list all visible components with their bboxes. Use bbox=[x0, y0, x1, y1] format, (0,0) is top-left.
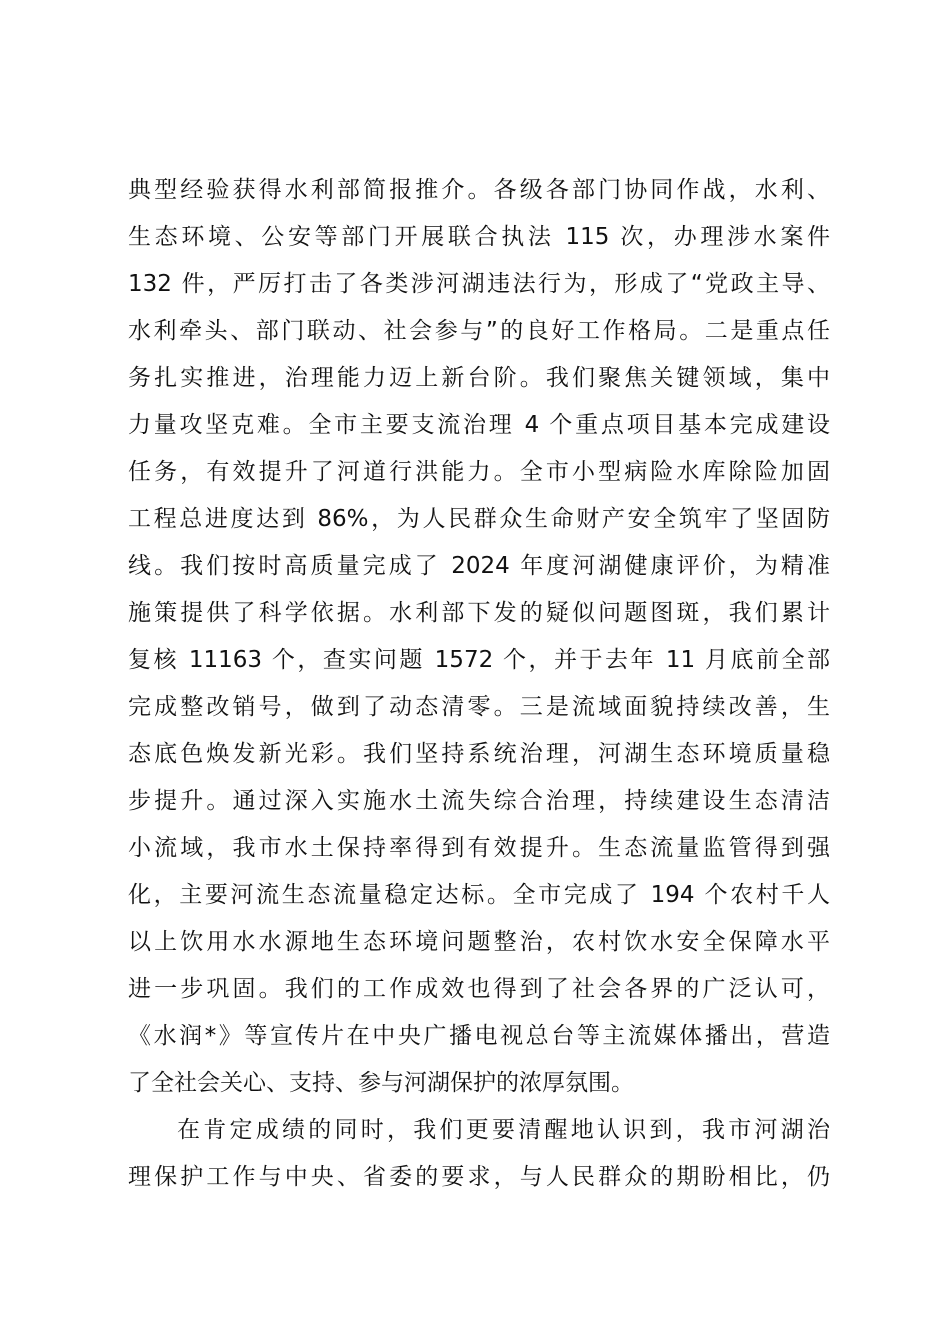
text-line: 《水润*》等宣传片在中央广播电视总台等主流媒体播出，营造 bbox=[128, 1023, 830, 1049]
text-line: 施策提供了科学依据。水利部下发的疑似问题图斑，我们累计 bbox=[128, 600, 830, 626]
body-text bbox=[128, 167, 830, 1201]
text-line: 小流域，我市水土保持率得到有效提升。生态流量监管得到强 bbox=[128, 835, 830, 861]
text-line: 理保护工作与中央、省委的要求，与人民群众的期盼相比，仍 bbox=[128, 1164, 830, 1190]
text-line: 在肯定成绩的同时，我们更要清醒地认识到，我市河湖治 bbox=[177, 1117, 830, 1143]
text-line: 化，主要河流生态流量稳定达标。全市完成了 194 个农村千人 bbox=[128, 882, 830, 908]
text-line: 以上饮用水水源地生态环境问题整治，农村饮水安全保障水平 bbox=[128, 929, 830, 955]
text-line: 132 件，严厉打击了各类涉河湖违法行为，形成了“党政主导、 bbox=[128, 271, 830, 297]
text-line: 态底色焕发新光彩。我们坚持系统治理，河湖生态环境质量稳 bbox=[128, 741, 830, 767]
text-line: 工程总进度达到 86%，为人民群众生命财产安全筑牢了坚固防 bbox=[128, 506, 830, 532]
paragraph-1 bbox=[128, 167, 830, 1107]
text-line: 任务，有效提升了河道行洪能力。全市小型病险水库除险加固 bbox=[128, 459, 830, 485]
text-line: 线。我们按时高质量完成了 2024 年度河湖健康评价，为精准 bbox=[128, 553, 830, 579]
text-line: 完成整改销号，做到了动态清零。三是流域面貌持续改善，生 bbox=[128, 694, 830, 720]
text-line: 水利牵头、部门联动、社会参与”的良好工作格局。二是重点任 bbox=[128, 318, 830, 344]
text-line: 生态环境、公安等部门开展联合执法 115 次，办理涉水案件 bbox=[128, 224, 830, 250]
text-line: 复核 11163 个，查实问题 1572 个，并于去年 11 月底前全部 bbox=[128, 647, 830, 673]
text-line: 步提升。通过深入实施水土流失综合治理，持续建设生态清洁 bbox=[128, 788, 830, 814]
text-line: 了全社会关心、支持、参与河湖保护的浓厚氛围。 bbox=[128, 1070, 634, 1096]
text-line: 力量攻坚克难。全市主要支流治理 4 个重点项目基本完成建设 bbox=[128, 412, 830, 438]
text-line: 典型经验获得水利部简报推介。各级各部门协同作战，水利、 bbox=[128, 177, 830, 203]
paragraph-2 bbox=[128, 1107, 830, 1201]
text-line: 进一步巩固。我们的工作成效也得到了社会各界的广泛认可， bbox=[128, 976, 830, 1002]
text-line: 务扎实推进，治理能力迈上新台阶。我们聚焦关键领域，集中 bbox=[128, 365, 830, 391]
